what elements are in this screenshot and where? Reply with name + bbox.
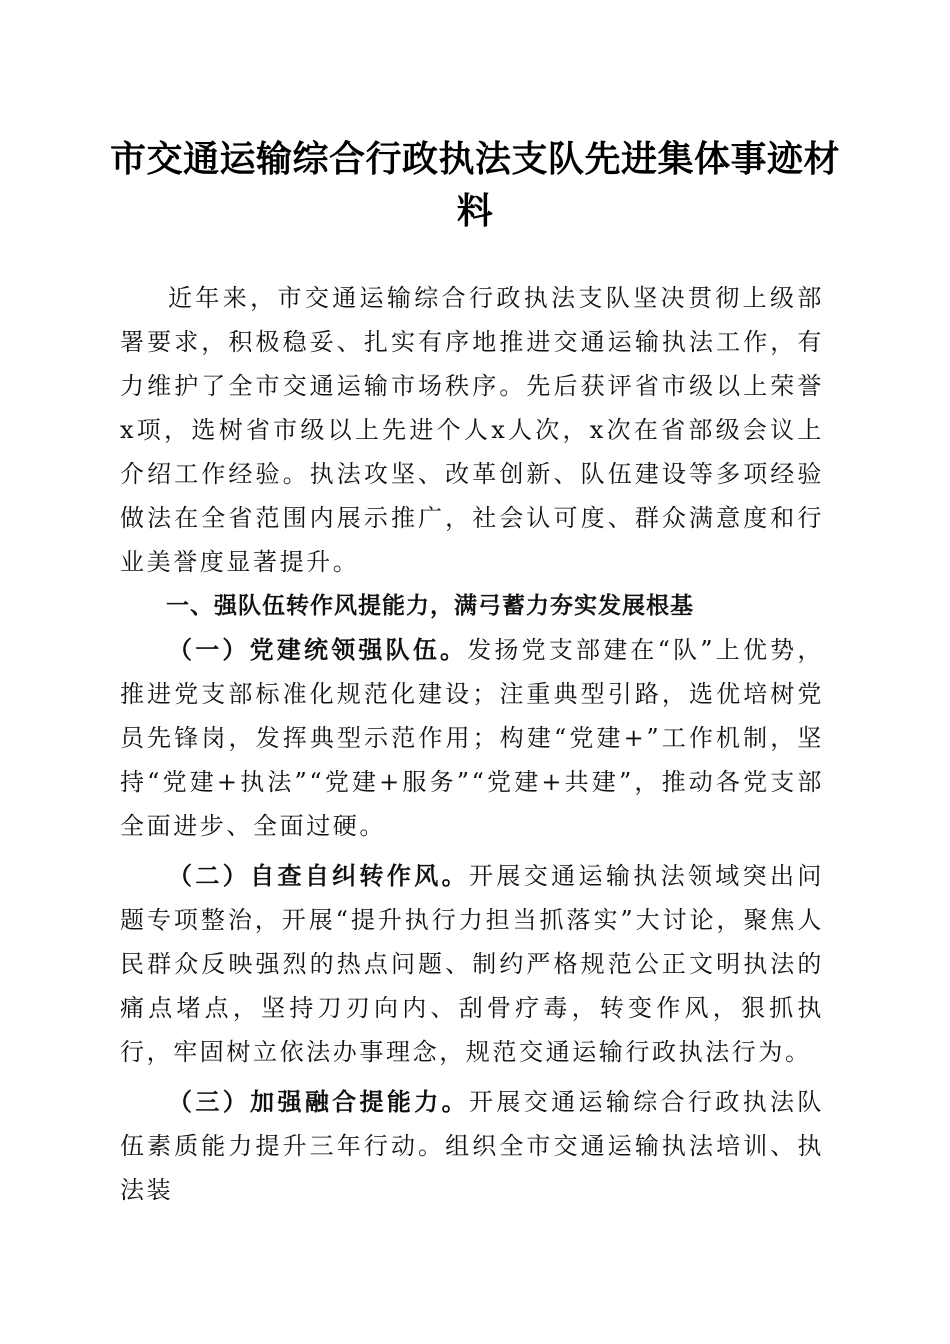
item-text: 开展交通运输综合行政执法队伍素质能力提升三年行动。组织全市交通运输执法培训、执法装 [120, 1088, 824, 1204]
section-heading: 一、强队伍转作风提能力，满弓蓄力夯实发展根基 [166, 593, 694, 619]
list-item [120, 854, 824, 1074]
document-body [120, 276, 824, 1212]
item-lead: （二）自查自纠转作风。 [168, 861, 470, 890]
document-title: 市交通运输综合行政执法支队先进集体事迹材料 [110, 138, 841, 232]
item-lead: （三）加强融合提能力。 [168, 1087, 470, 1116]
item-text: 发扬党支部建在“队”上优势，推进党支部标准化规范化建设；注重典型引路，选优培树党员先锋岗，发挥典型示范作用；构建“党建+”工作机制，坚持“党建+执法”“党建+服务”“党建+共建”，推动各党支部全面进步、全面过硬。 [120, 636, 824, 840]
list-item [120, 628, 824, 848]
intro-paragraph: 近年来，市交通运输综合行政执法支队坚决贯彻上级部署要求，积极稳妥、扎实有序地推进交通运输执法工作，有力维护了全市交通运输市场秩序。先后获评省市级以上荣誉x项，选树省市级以上先进个人x人次，x次在省部级会议上介绍工作经验。执法攻坚、改革创新、队伍建设等多项经验做法在全省范围内展示推广，社会认可度、群众满意度和行业美誉度显著提升。 [120, 284, 824, 576]
item-lead: （一）党建统领强队伍。 [168, 635, 468, 664]
list-item [120, 1080, 824, 1212]
item-text: 开展交通运输执法领域突出问题专项整治，开展“提升执行力担当抓落实”大讨论，聚焦人民群众反映强烈的热点问题、制约严格规范公正文明执法的痛点堵点，坚持刀刃向内、刮骨疗毒，转变作风，狠抓执行，牢固树立依法办事理念，规范交通运输行政执法行为。 [120, 862, 824, 1066]
